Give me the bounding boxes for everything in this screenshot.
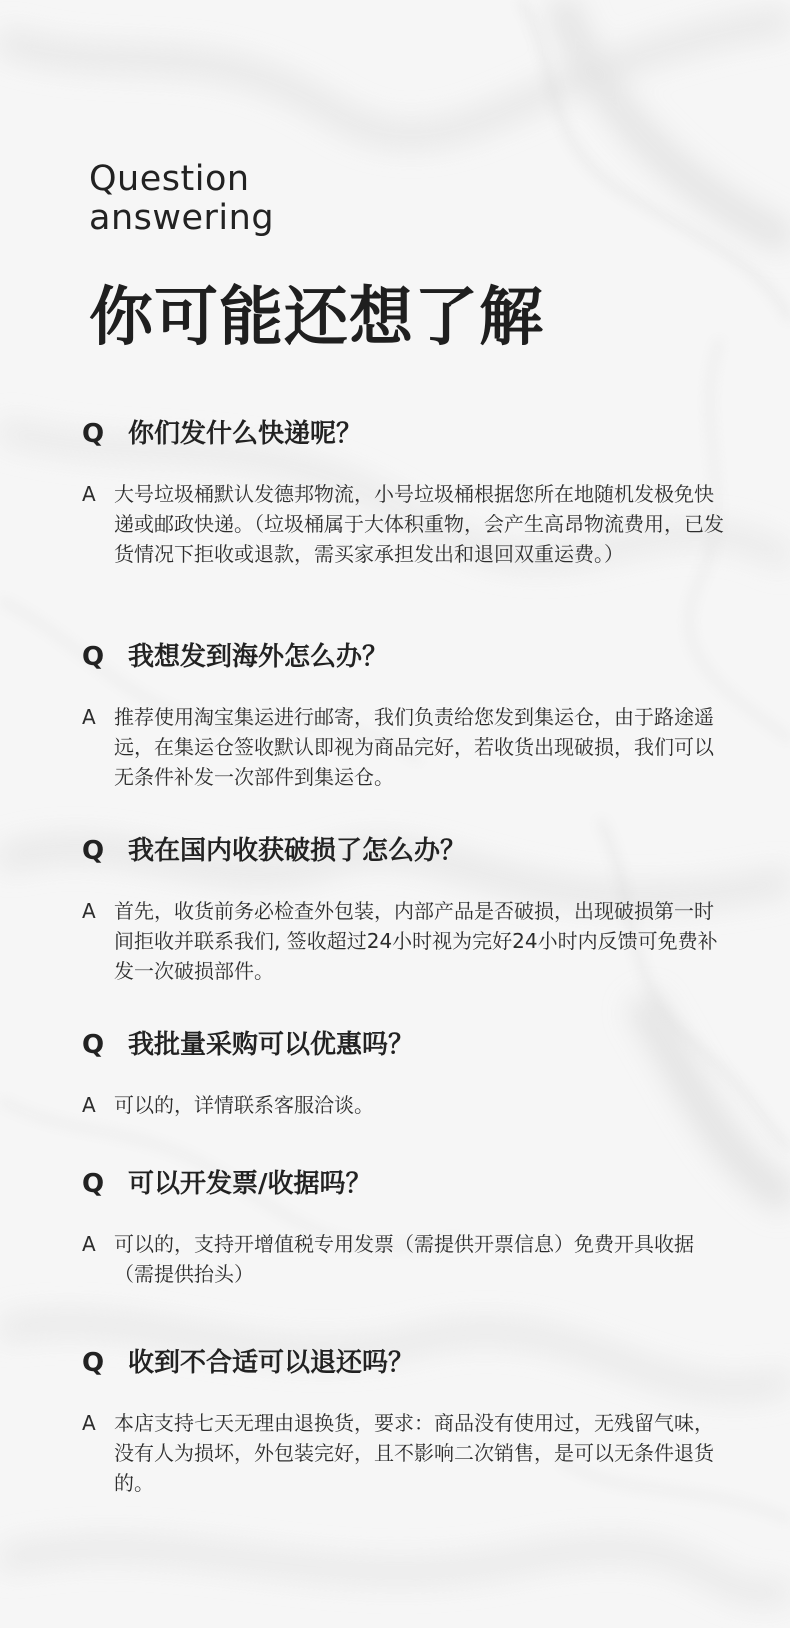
faq-question: 我在国内收获破损了怎么办？ [128, 836, 467, 866]
answer-marker: A [82, 1411, 96, 1435]
faq-answer-row [82, 702, 732, 792]
faq-answer-row [82, 479, 732, 569]
faq-question-row [82, 834, 732, 868]
faq-question-row [82, 1167, 732, 1201]
answer-marker: A [82, 899, 96, 923]
faq-question: 我批量采购可以优惠吗？ [128, 1030, 415, 1060]
english-heading [89, 160, 274, 238]
faq-answer-row [82, 1229, 732, 1289]
english-heading-line-2: answering [89, 198, 275, 238]
faq-answer: 推荐使用淘宝集运进行邮寄，我们负责给您发到集运仓，由于路途遥远，在集运仓签收默认即视为商品完好，若收货出现破损，我们可以无条件补发一次部件到集运仓。 [114, 705, 714, 789]
faq-answer-row [82, 1090, 732, 1120]
page-title: 你可能还想了解 [89, 281, 544, 355]
question-marker: Q [82, 642, 105, 672]
faq-answer: 可以的，详情联系客服洽谈。 [114, 1093, 374, 1117]
faq-question-row [82, 1346, 732, 1380]
question-marker: Q [82, 1169, 105, 1199]
question-marker: Q [82, 836, 105, 866]
faq-question-row [82, 1028, 732, 1062]
faq-item [82, 834, 732, 986]
faq-item [82, 1167, 732, 1289]
faq-question-row [82, 417, 732, 451]
faq-question: 收到不合适可以退还吗？ [128, 1348, 415, 1378]
faq-answer-row [82, 1408, 732, 1498]
faq-question-row [82, 640, 732, 674]
faq-answer: 大号垃圾桶默认发德邦物流，小号垃圾桶根据您所在地随机发极免快递或邮政快递。（垃圾桶属于大体积重物，会产生高昂物流费用，已发货情况下拒收或退款，需买家承担发出和退回双重运费。） [114, 482, 724, 566]
question-marker: Q [82, 1030, 105, 1060]
faq-answer: 首先，收货前务必检查外包装，内部产品是否破损，出现破损第一时间拒收并联系我们, 签收超过24小时视为完好24小时内反馈可免费补发一次破损部件。 [114, 899, 718, 983]
faq-question: 可以开发票/收据吗？ [128, 1169, 372, 1199]
faq-answer-row [82, 896, 732, 986]
faq-answer: 本店支持七天无理由退换货，要求：商品没有使用过，无残留气味，没有人为损坏，外包装完好，且不影响二次销售，是可以无条件退货的。 [114, 1411, 714, 1495]
faq-item [82, 640, 732, 792]
faq-item [82, 1028, 732, 1120]
faq-question: 我想发到海外怎么办？ [128, 642, 389, 672]
question-marker: Q [82, 1348, 105, 1378]
answer-marker: A [82, 482, 96, 506]
english-heading-line-1: Question [89, 159, 250, 199]
question-marker: Q [82, 419, 105, 449]
faq-answer: 可以的，支持开增值税专用发票（需提供开票信息）免费开具收据（需提供抬头） [114, 1232, 694, 1286]
faq-item [82, 417, 732, 569]
answer-marker: A [82, 705, 96, 729]
faq-item [82, 1346, 732, 1498]
faq-question: 你们发什么快递呢？ [128, 419, 363, 449]
answer-marker: A [82, 1232, 96, 1256]
answer-marker: A [82, 1093, 96, 1117]
